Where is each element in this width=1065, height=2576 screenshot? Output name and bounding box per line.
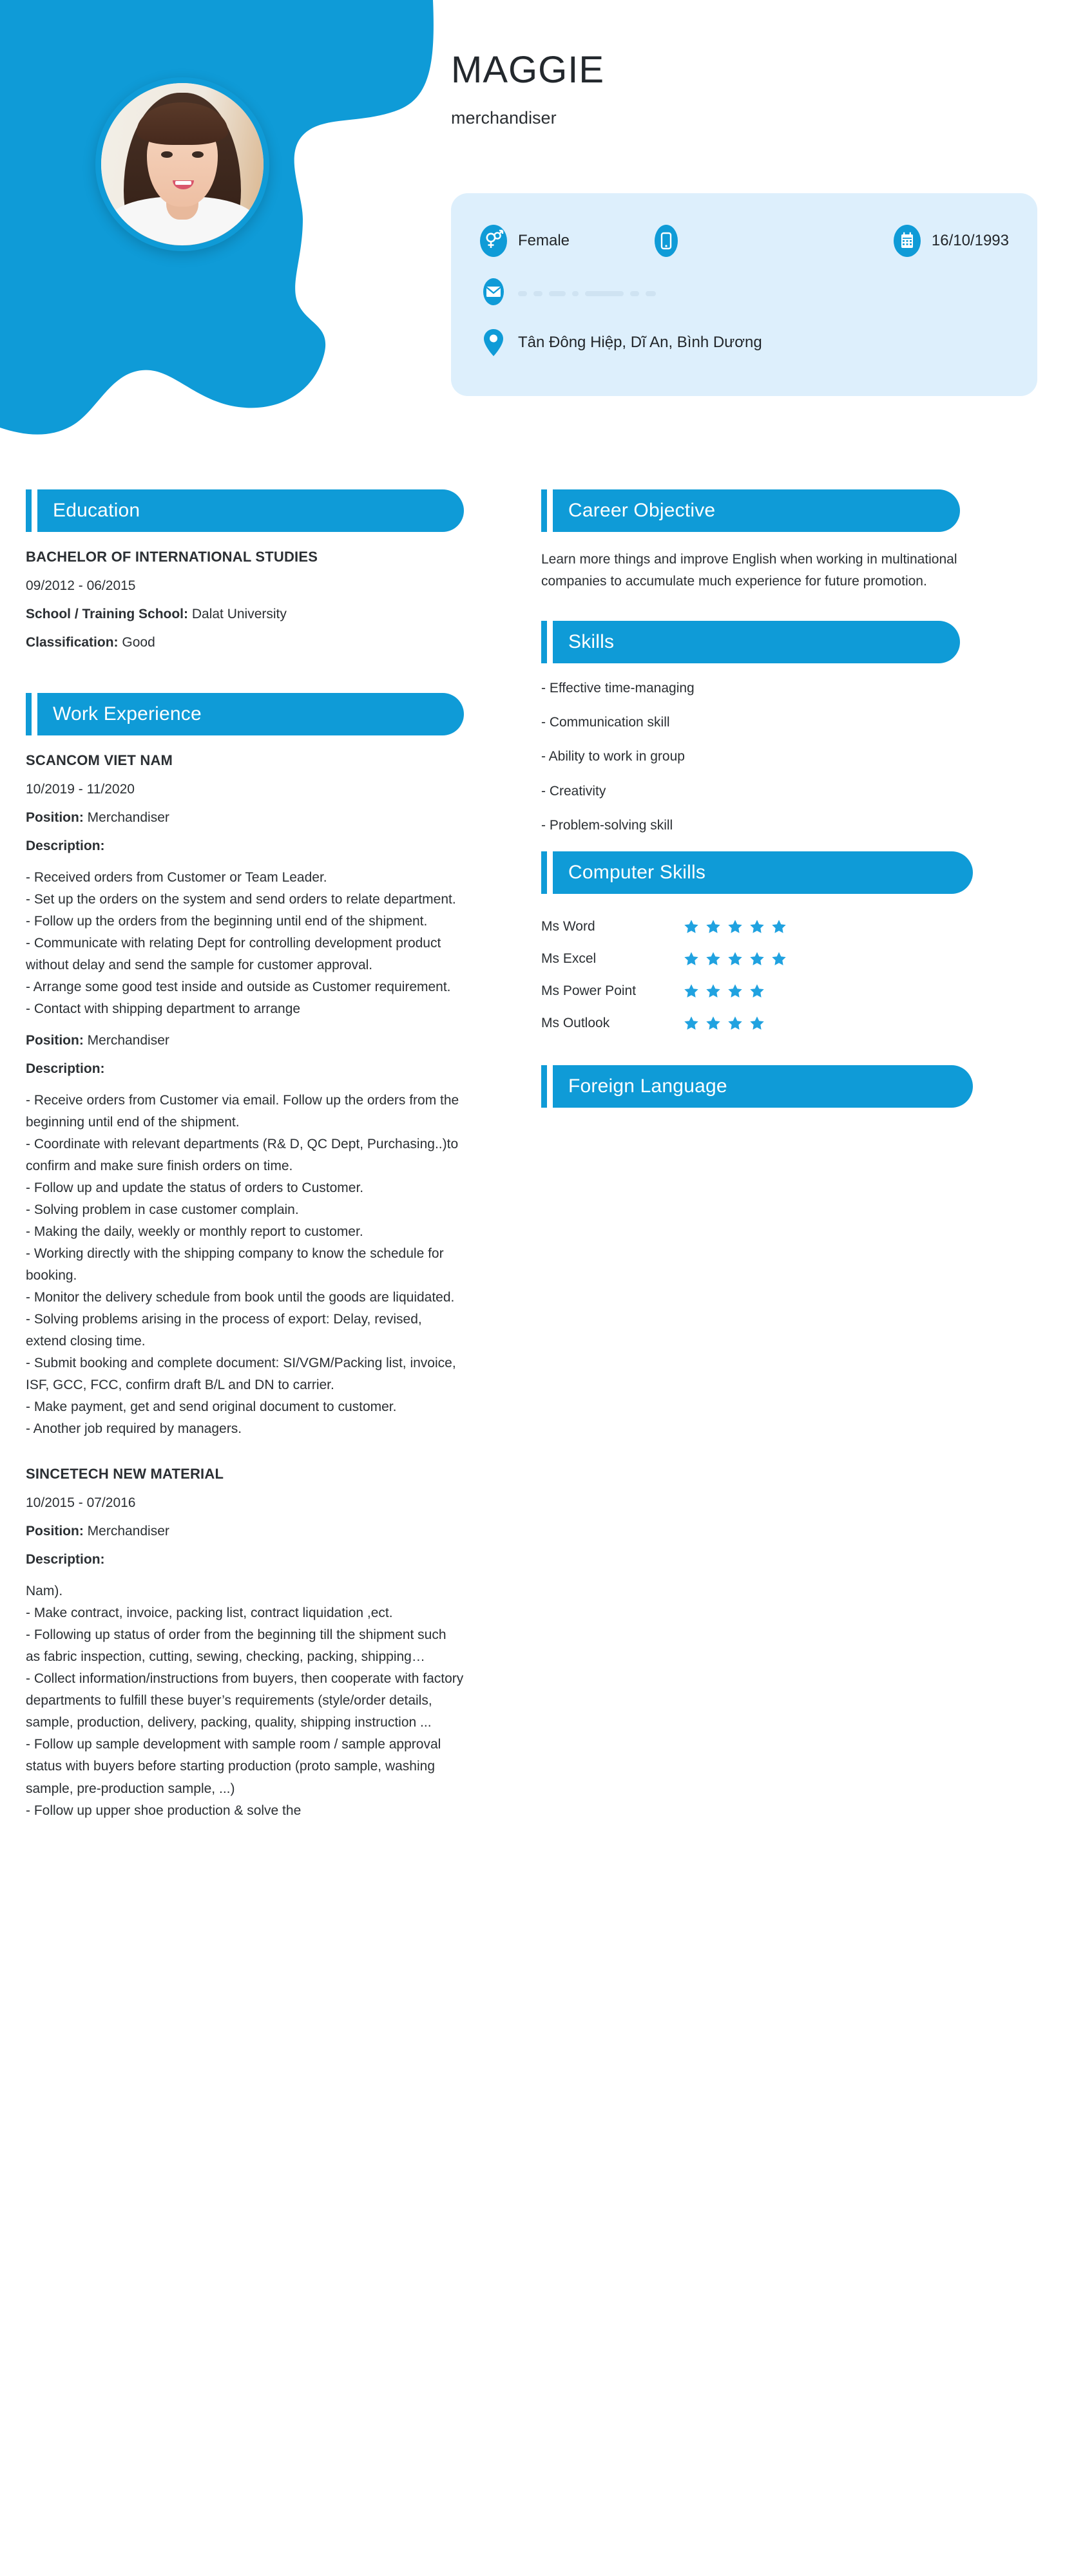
email-value	[518, 283, 662, 301]
star-icon	[771, 918, 787, 935]
profile-photo	[95, 77, 269, 251]
section-header-career-objective	[541, 489, 960, 532]
career-objective-text: Learn more things and improve English when working in multinational companies to accumulate much experience for future promotion.	[541, 552, 957, 589]
star-icon	[683, 1015, 700, 1032]
star-icon	[683, 918, 700, 935]
star-icon	[749, 918, 765, 935]
list-item: - Communication skill	[541, 715, 670, 730]
calendar-icon	[893, 224, 921, 258]
contact-info-card	[451, 193, 1037, 396]
list-item: - Creativity	[541, 783, 606, 799]
phone-icon	[652, 224, 680, 258]
star-icon	[749, 951, 765, 967]
job1-position2-value: Merchandiser	[83, 1033, 169, 1048]
job2-dates: 10/2015 - 07/2016	[26, 1495, 136, 1511]
list-item: - Make payment, get and send original document to customer.	[26, 1399, 397, 1415]
contact-email	[479, 275, 662, 308]
list-item: - Solving problems arising in the process of export: Delay, revised, extend closing time.	[26, 1312, 422, 1349]
section-tick	[541, 851, 547, 894]
star-icon	[705, 918, 722, 935]
education-school	[26, 607, 464, 622]
star-icon	[749, 983, 765, 999]
list-item: - Problem-solving skill	[541, 817, 673, 833]
list-item: - Solving problem in case customer complain.	[26, 1202, 299, 1218]
resume-body	[0, 489, 1065, 1848]
job2-bullets	[26, 1580, 464, 1821]
list-item: - Following up status of order from the beginning till the shipment such as fabric inspection, cutting, sewing, checking, packing, shipping…	[26, 1627, 446, 1665]
portrait-illustration	[101, 83, 264, 245]
contact-birthday	[893, 224, 1009, 258]
profile-job-title: merchandiser	[451, 108, 557, 128]
job2-position-label: Position:	[26, 1524, 84, 1539]
location-pin-icon	[479, 326, 508, 359]
job1-dates: 10/2019 - 11/2020	[26, 782, 135, 797]
job2-position-value: Merchandiser	[83, 1524, 169, 1539]
list-item: - Monitor the delivery schedule from book until the goods are liquidated.	[26, 1290, 455, 1305]
job1-description-label: Description:	[26, 838, 105, 853]
left-column	[0, 489, 490, 1848]
education-classification-value: Good	[118, 635, 155, 650]
computer-skill-row	[541, 1007, 960, 1039]
envelope-icon	[479, 275, 508, 308]
list-item: - Receive orders from Customer via email. Follow up the orders from the beginning until end of the shipment.	[26, 1093, 459, 1130]
computer-skill-row	[541, 943, 960, 975]
star-icon	[683, 983, 700, 999]
job1-position-2	[26, 1033, 464, 1048]
list-item: - Another job required by managers.	[26, 1421, 242, 1437]
section-tick	[26, 489, 32, 532]
computer-skills-list	[541, 911, 960, 1039]
section-title-computer-skills: Computer Skills	[568, 861, 706, 883]
list-item: - Arrange some good test inside and outside as Customer requirement.	[26, 980, 451, 995]
contact-phone	[652, 224, 893, 258]
job2-company: SINCETECH NEW MATERIAL	[26, 1466, 224, 1482]
star-icon	[705, 951, 722, 967]
job1-bullets	[26, 867, 464, 1020]
list-item: - Collect information/instructions from buyers, then cooperate with factory departments to fulfill these buyer’s requirements (style/order details, sample, production, delivery, packing, quality, shipping instruction ...	[26, 1671, 464, 1730]
list-item: - Make contract, invoice, packing list, contract liquidation ,ect.	[26, 1605, 393, 1621]
computer-skill-row	[541, 911, 960, 943]
star-icon	[771, 951, 787, 967]
job1-position2-label: Position:	[26, 1033, 84, 1048]
contact-address	[479, 326, 762, 359]
skills-list	[541, 680, 960, 833]
computer-skill-name: Ms Excel	[541, 951, 597, 966]
section-header-computer-skills	[541, 851, 960, 894]
computer-skill-rating	[683, 1015, 765, 1032]
list-item: - Submit booking and complete document: SI/VGM/Packing list, invoice, ISF, GCC, FCC, confirm draft B/L and DN to carrier.	[26, 1356, 456, 1393]
list-item: - Follow up the orders from the beginning until end of the shipment.	[26, 914, 428, 929]
list-item: Nam).	[26, 1584, 63, 1599]
section-tick	[541, 1065, 547, 1108]
star-icon	[749, 1015, 765, 1032]
computer-skill-rating	[683, 951, 787, 967]
job2-description-label: Description:	[26, 1552, 105, 1567]
list-item: - Coordinate with relevant departments (R& D, QC Dept, Purchasing..)to confirm and make sure finish orders on time.	[26, 1137, 459, 1174]
section-header-work-experience	[26, 693, 464, 735]
star-icon	[683, 951, 700, 967]
job1-position	[26, 810, 464, 826]
section-tick	[26, 693, 32, 735]
gender-value: Female	[518, 232, 570, 249]
contact-gender	[479, 224, 652, 258]
job1-position-label: Position:	[26, 810, 84, 825]
job1-description-label-2: Description:	[26, 1061, 105, 1077]
list-item: - Follow up upper shoe production & solve the	[26, 1803, 302, 1818]
section-title-foreign-language: Foreign Language	[568, 1075, 727, 1097]
job1-position-value: Merchandiser	[83, 810, 169, 825]
list-item: - Making the daily, weekly or monthly report to customer.	[26, 1224, 363, 1240]
computer-skill-rating	[683, 983, 765, 999]
section-title-career-objective: Career Objective	[568, 500, 716, 521]
section-tick	[541, 489, 547, 532]
computer-skill-row	[541, 975, 960, 1007]
identity-block	[451, 49, 605, 128]
list-item: - Follow up sample development with sample room / sample approval status with buyers before starting production (proto sample, washing sample, pre-production sample, ...)	[26, 1737, 441, 1796]
star-icon	[705, 1015, 722, 1032]
star-icon	[727, 951, 744, 967]
computer-skill-name: Ms Power Point	[541, 983, 637, 998]
job1-company: SCANCOM VIET NAM	[26, 752, 173, 768]
list-item: - Received orders from Customer or Team Leader.	[26, 870, 327, 885]
star-icon	[727, 918, 744, 935]
computer-skill-name: Ms Word	[541, 918, 595, 934]
section-header-skills	[541, 621, 960, 663]
education-degree: BACHELOR OF INTERNATIONAL STUDIES	[26, 549, 318, 565]
section-title-education: Education	[53, 500, 140, 521]
section-tick	[541, 621, 547, 663]
section-title-work-experience: Work Experience	[53, 703, 202, 724]
gender-icon	[479, 224, 508, 258]
education-classification-label: Classification:	[26, 635, 119, 650]
education-classification	[26, 635, 464, 650]
education-school-value: Dalat University	[188, 607, 287, 621]
section-header-education	[26, 489, 464, 532]
list-item: - Ability to work in group	[541, 749, 685, 764]
star-icon	[705, 983, 722, 999]
list-item: - Communicate with relating Dept for controlling development product without delay and send the sample for customer approval.	[26, 936, 441, 973]
list-item: - Contact with shipping department to arrange	[26, 1001, 301, 1017]
education-dates: 09/2012 - 06/2015	[26, 578, 136, 593]
computer-skill-rating	[683, 918, 787, 935]
profile-name: MAGGIE	[451, 49, 605, 91]
education-school-label: School / Training School:	[26, 607, 189, 621]
job2-position	[26, 1524, 464, 1539]
list-item: - Follow up and update the status of orders to Customer.	[26, 1180, 364, 1196]
star-icon	[727, 983, 744, 999]
address-value: Tân Đông Hiệp, Dĩ An, Bình Dương	[518, 334, 762, 351]
resume-header	[0, 0, 1065, 425]
job1-bullets-2	[26, 1090, 464, 1440]
star-icon	[727, 1015, 744, 1032]
section-title-skills: Skills	[568, 631, 615, 653]
computer-skill-name: Ms Outlook	[541, 1015, 610, 1030]
list-item: - Effective time-managing	[541, 681, 695, 696]
list-item: - Set up the orders on the system and send orders to relate department.	[26, 892, 456, 907]
list-item: - Working directly with the shipping company to know the schedule for booking.	[26, 1246, 444, 1283]
birthday-value: 16/10/1993	[931, 232, 1009, 249]
section-header-foreign-language	[541, 1065, 960, 1108]
right-column	[490, 489, 999, 1848]
